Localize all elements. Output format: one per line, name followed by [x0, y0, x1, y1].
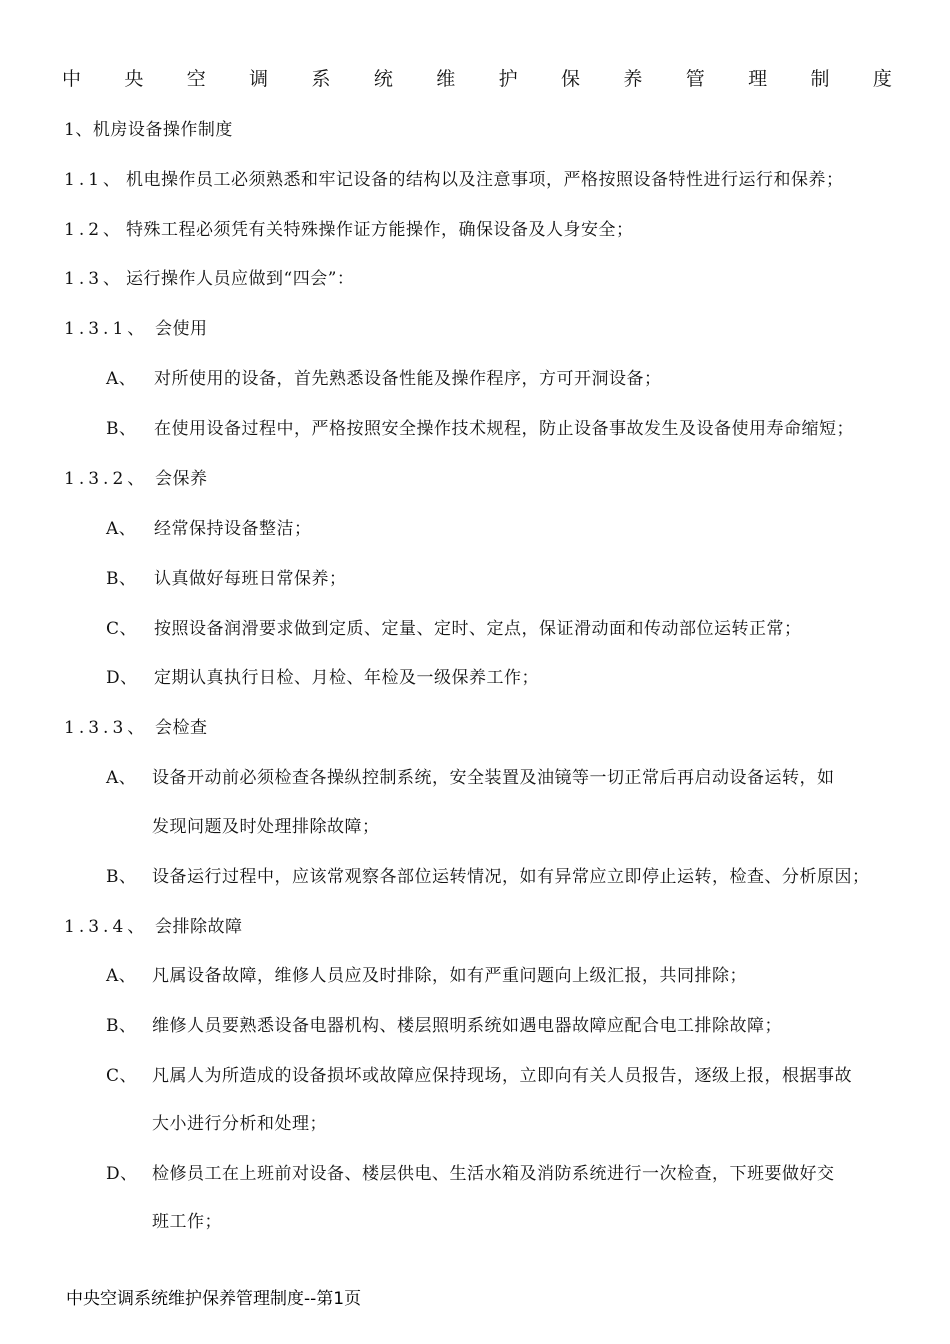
list-marker: B、: [106, 419, 137, 439]
list-text: 认真做好每班日常保养；: [154, 569, 347, 589]
list-text: 按照设备润滑要求做到定质、定量、定时、定点，保证滑动面和传动部位运转正常；: [154, 619, 802, 639]
subclause-line: [64, 716, 208, 740]
section-number: 1、: [64, 120, 93, 140]
subclause-line: [64, 915, 243, 939]
subclause-text: 会排除故障: [155, 917, 243, 937]
list-text: 定期认真执行日检、月检、年检及一级保养工作；: [154, 668, 539, 688]
clause-line: [64, 267, 354, 291]
title-char: 管: [685, 68, 705, 90]
title-char: 统: [373, 68, 393, 90]
clause-number: 1.1、: [64, 170, 125, 190]
list-marker: B、: [106, 867, 137, 887]
list-text: 凡属人为所造成的设备损坏或故障应保持现场，立即向有关人员报告，逐级上报，根据事故: [152, 1066, 852, 1086]
list-item: [106, 766, 835, 790]
list-item: [106, 1162, 835, 1186]
list-item-continuation: [152, 815, 380, 839]
list-item: [106, 1064, 852, 1088]
subclause-number: 1.3.3、: [64, 718, 149, 738]
list-text: 大小进行分析和处理；: [152, 1114, 327, 1134]
clause-line: [64, 218, 634, 242]
subclause-line: [64, 317, 208, 341]
subclause-number: 1.3.2、: [64, 469, 149, 489]
list-marker: B、: [106, 569, 137, 589]
list-marker: A、: [106, 369, 137, 389]
list-text: 在使用设备过程中，严格按照安全操作技术规程，防止设备事故发生及设备使用寿命缩短；: [154, 419, 854, 439]
list-item: [106, 865, 870, 889]
list-text: 设备开动前必须检查各操纵控制系统，安全装置及油镜等一切正常后再启动设备运转，如: [152, 768, 835, 788]
subclause-text: 会保养: [155, 469, 208, 489]
list-text: 维修人员要熟悉设备电器机构、楼层照明系统如遇电器故障应配合电工排除故障；: [152, 1016, 782, 1036]
list-text: 班工作；: [152, 1212, 222, 1232]
title-char: 调: [249, 68, 269, 90]
title-char: 护: [498, 68, 518, 90]
title-char: 养: [623, 68, 643, 90]
list-text: 凡属设备故障，维修人员应及时排除，如有严重问题向上级汇报，共同排除；: [152, 966, 747, 986]
title-char: 维: [436, 68, 456, 90]
subclause-line: [64, 467, 208, 491]
list-item: [106, 617, 802, 641]
subclause-number: 1.3.1、: [64, 319, 149, 339]
list-marker: A、: [106, 966, 137, 986]
section-heading: [64, 118, 233, 142]
list-marker: C、: [106, 619, 138, 639]
section-text: 机房设备操作制度: [92, 120, 233, 140]
list-text: 经常保持设备整洁；: [154, 519, 312, 539]
subclause-number: 1.3.4、: [64, 917, 149, 937]
page-footer: 中央空调系统维护保养管理制度--第1页: [66, 1289, 362, 1309]
list-item: [106, 666, 539, 690]
list-marker: D、: [106, 668, 138, 688]
list-marker: B、: [106, 1016, 137, 1036]
list-item-continuation: [152, 1210, 222, 1234]
subclause-text: 会使用: [155, 319, 208, 339]
title-char: 央: [124, 68, 144, 90]
clause-line: [64, 168, 844, 192]
list-marker: A、: [106, 768, 137, 788]
list-text: 发现问题及时处理排除故障；: [152, 817, 380, 837]
list-text: 设备运行过程中，应该常观察各部位运转情况，如有异常应立即停止运转，检查、分析原因；: [152, 867, 870, 887]
title-char: 系: [311, 68, 331, 90]
list-marker: A、: [106, 519, 137, 539]
list-marker: C、: [106, 1066, 138, 1086]
list-item: [106, 517, 312, 541]
subclause-text: 会检查: [155, 718, 208, 738]
title-char: 理: [748, 68, 768, 90]
clause-text: 机电操作员工必须熟悉和牢记设备的结构以及注意事项，严格按照设备特性进行运行和保养；: [126, 170, 844, 190]
list-text: 对所使用的设备，首先熟悉设备性能及操作程序，方可开洞设备；: [154, 369, 662, 389]
clause-number: 1.2、: [64, 220, 125, 240]
title-char: 空: [186, 68, 206, 90]
list-item-continuation: [152, 1112, 327, 1136]
title-char: 度: [872, 68, 892, 90]
clause-text: 特殊工程必须凭有关特殊操作证方能操作，确保设备及人身安全；: [126, 220, 634, 240]
list-item: [106, 964, 747, 988]
title-char: 制: [810, 68, 830, 90]
clause-text: 运行操作人员应做到“四会”：: [126, 269, 355, 289]
title-char: 中: [62, 68, 82, 90]
title-char: 保: [561, 68, 581, 90]
document-title: [62, 66, 892, 92]
list-item: [106, 567, 347, 591]
clause-number: 1.3、: [64, 269, 125, 289]
list-marker: D、: [106, 1164, 138, 1184]
list-item: [106, 417, 854, 441]
list-text: 检修员工在上班前对设备、楼层供电、生活水箱及消防系统进行一次检查，下班要做好交: [152, 1164, 835, 1184]
list-item: [106, 1014, 782, 1038]
list-item: [106, 367, 662, 391]
